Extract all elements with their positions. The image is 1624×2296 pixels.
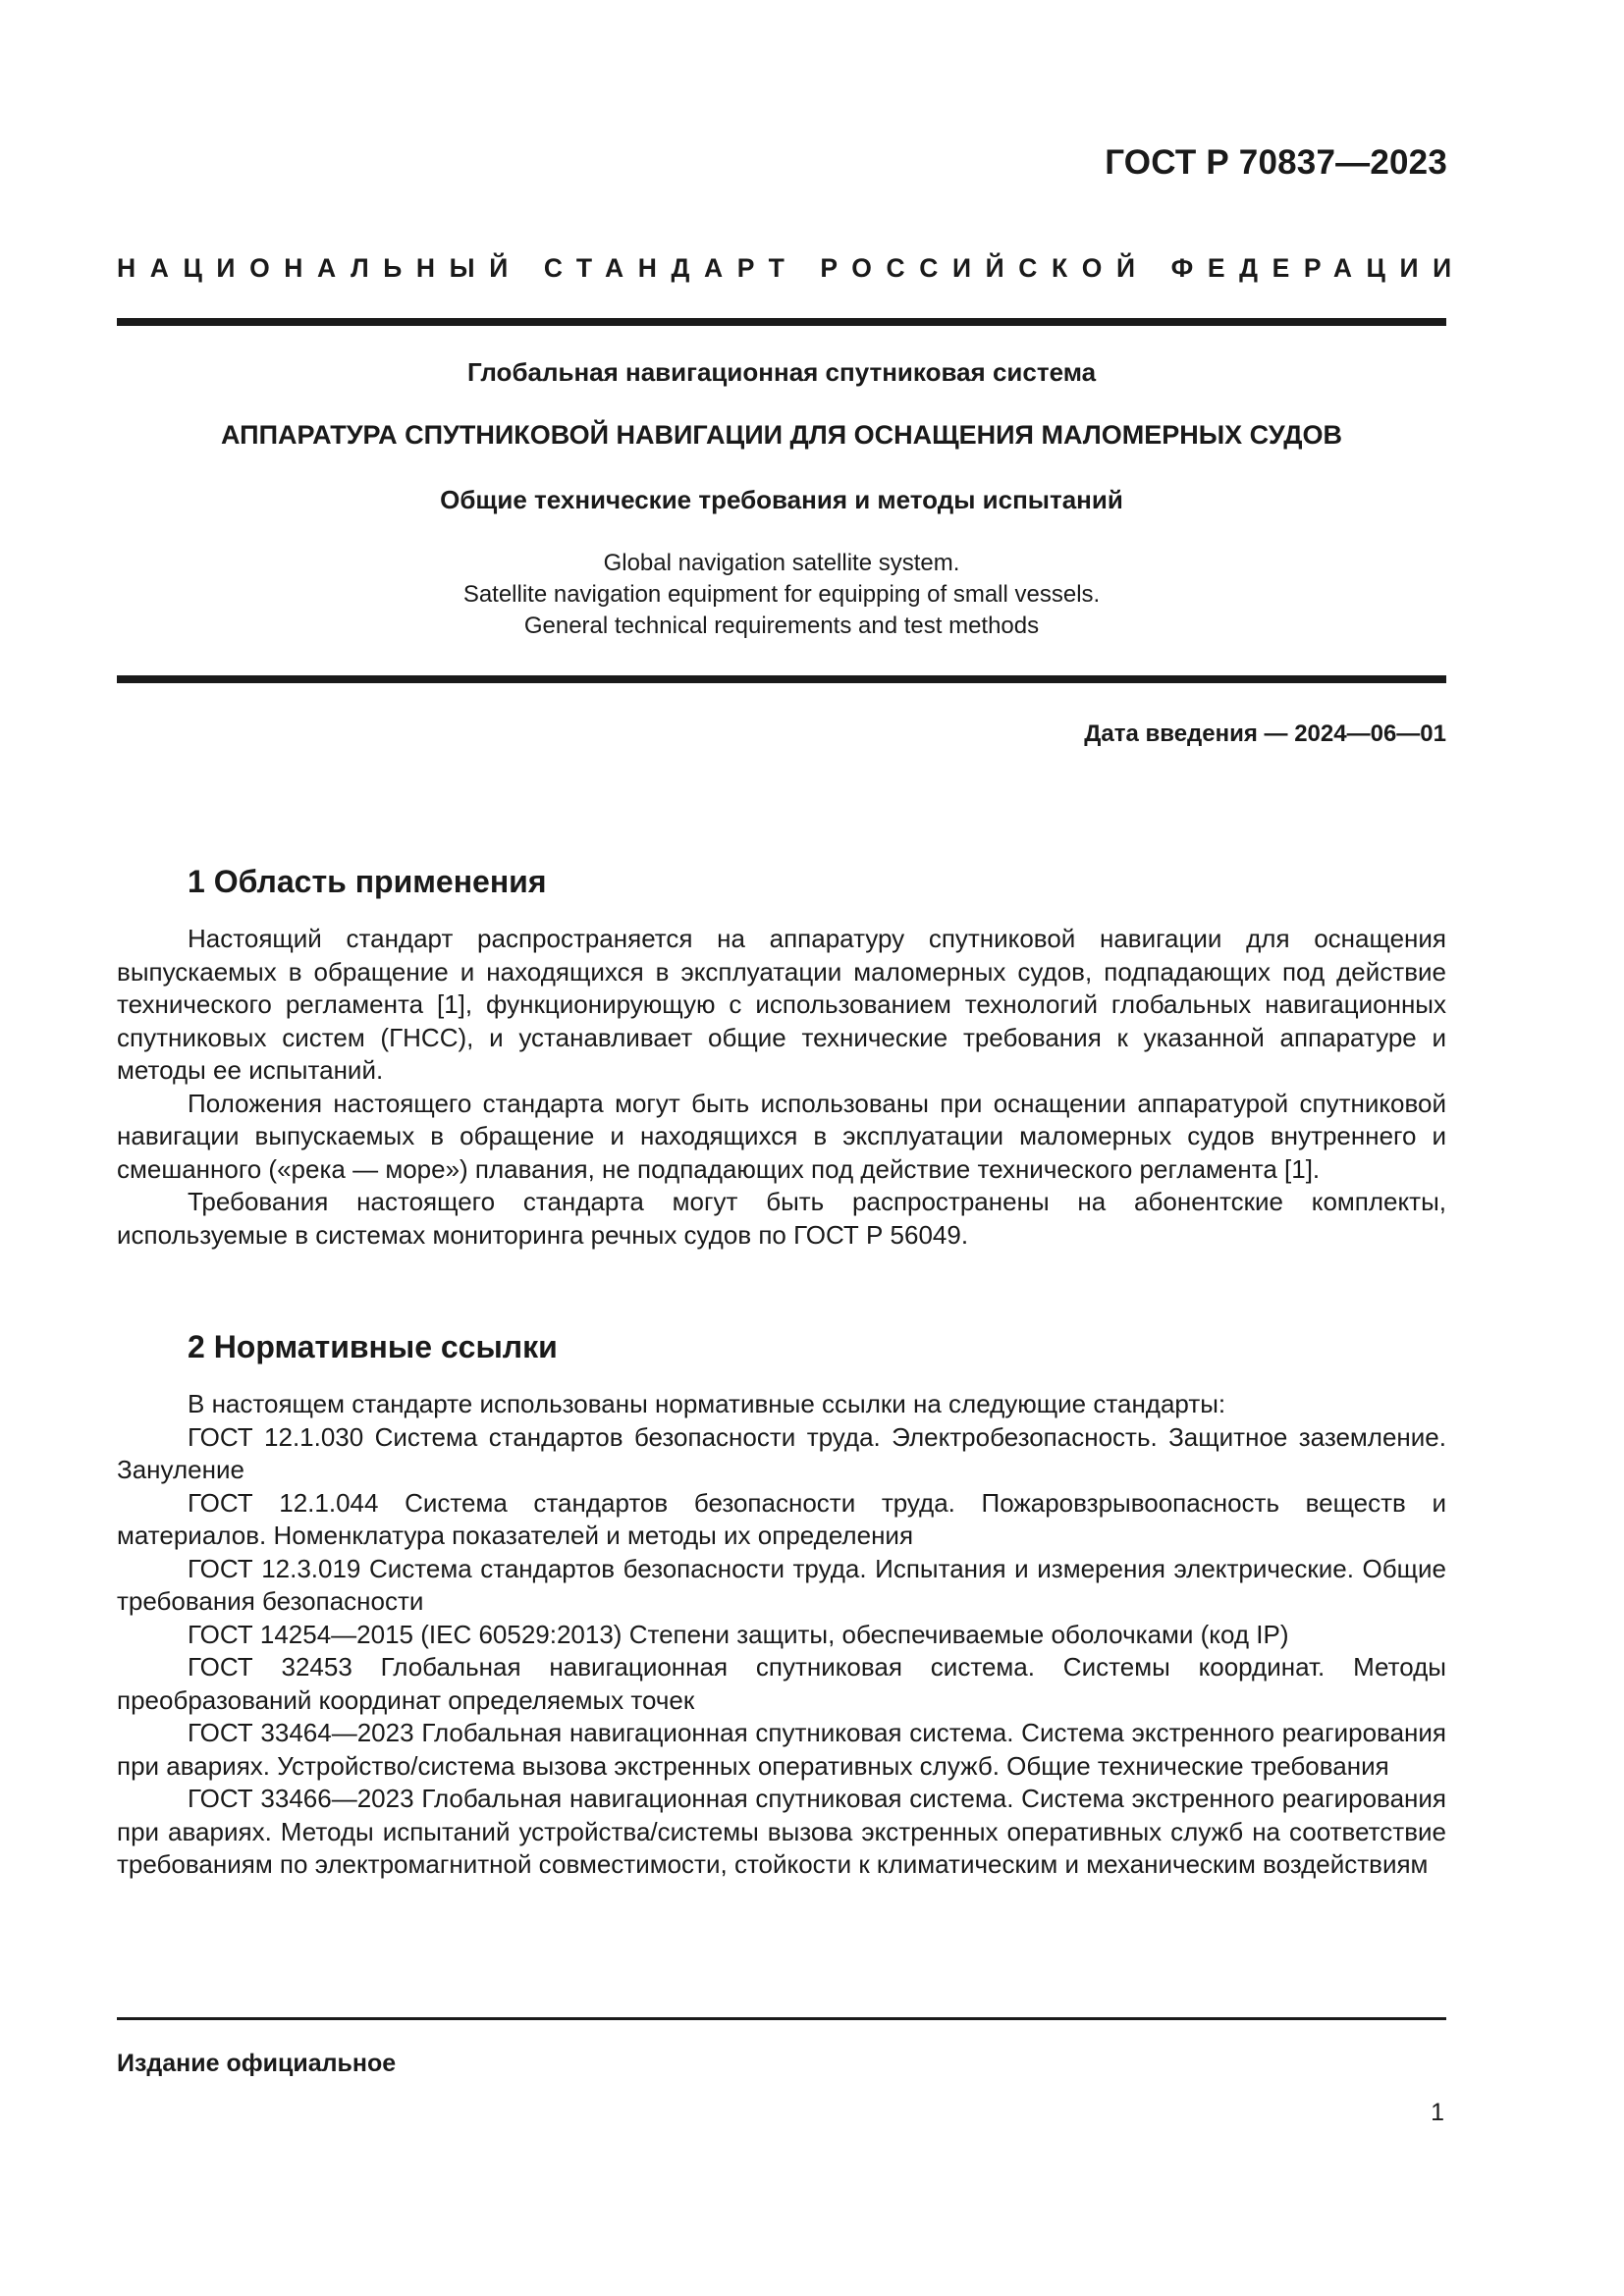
standard-number: ГОСТ Р 70837—2023 <box>1105 143 1447 182</box>
bottom-rule <box>117 2017 1446 2020</box>
paragraph: Положения настоящего стандарта могут быть использованы при оснащении аппаратурой спутниковой навигации выпускаемых в обращение и находящихся в эксплуатации маломерных судов внутреннего и смешанного («река — море») плавания, не подпадающих под действие технического регламента [1]. <box>117 1088 1446 1184</box>
national-standard-title: НАЦИОНАЛЬНЫЙ СТАНДАРТ РОССИЙСКОЙ ФЕДЕРАЦИИ <box>117 253 1466 283</box>
english-title <box>117 548 1446 642</box>
reference-item: ГОСТ 33464—2023 Глобальная навигационная спутниковая система. Система экстренного реагирования при авариях. Устройство/система вызова экстренных оперативных служб. Общие технические требования <box>117 1718 1446 1781</box>
section-scope <box>117 862 1446 1252</box>
paragraph: Требования настоящего стандарта могут быть распространены на абонентские комплекты, используемые в системах мониторинга речных судов по ГОСТ Р 56049. <box>117 1187 1446 1250</box>
middle-rule <box>117 675 1446 683</box>
top-rule <box>117 318 1446 326</box>
reference-item: ГОСТ 12.1.044 Система стандартов безопасности труда. Пожаровзрывоопасность веществ и материалов. Номенклатура показателей и методы их определения <box>117 1487 1446 1550</box>
english-title-line-2: Satellite navigation equipment for equipping of small vessels. <box>462 581 1101 608</box>
reference-item: ГОСТ 12.1.030 Система стандартов безопасности труда. Электробезопасность. Защитное заземление. Зануление <box>117 1421 1446 1484</box>
section-heading: 2 Нормативные ссылки <box>188 1329 558 1364</box>
section-heading: 1 Область применения <box>188 864 547 899</box>
section-normative-references <box>117 1327 1446 1882</box>
reference-item: ГОСТ 12.3.019 Система стандартов безопасности труда. Испытания и измерения электрические. Общие требования безопасности <box>117 1553 1446 1616</box>
paragraph: Настоящий стандарт распространяется на аппаратуру спутниковой навигации для оснащения выпускаемых в обращение и находящихся в эксплуатации маломерных судов, подпадающих под действие технического регламента [1], функционирующую с использованием технологий глобальных навигационных спутниковых систем (ГНСС), и устанавливает общие технические требования к указанной аппаратуре и методы ее испытаний. <box>117 924 1446 1085</box>
reference-item: ГОСТ 33466—2023 Глобальная навигационная спутниковая система. Система экстренного реагирования при авариях. Методы испытаний устройства/системы вызова экстренных оперативных служб на соответствие требованиям по электромагнитной совместимости, стойкости к климатическим и механическим воздействиям <box>117 1784 1446 1879</box>
reference-item: ГОСТ 14254—2015 (IEC 60529:2013) Степени защиты, обеспечиваемые оболочками (код IP) <box>188 1619 1289 1649</box>
english-title-line-3: General technical requirements and test methods <box>523 613 1040 639</box>
reference-item: ГОСТ 32453 Глобальная навигационная спутниковая система. Системы координат. Методы преобразований координат определяемых точек <box>117 1652 1446 1715</box>
official-edition-label: Издание официальное <box>117 2050 397 2077</box>
english-title-line-1: Global navigation satellite system. <box>603 550 960 576</box>
introduction-date: Дата введения — 2024—06—01 <box>1084 721 1446 747</box>
title-line-3: Общие технические требования и методы испытаний <box>440 485 1123 514</box>
paragraph: В настоящем стандарте использованы нормативные ссылки на следующие стандарты: <box>188 1389 1226 1418</box>
page-number: 1 <box>1431 2099 1444 2126</box>
title-line-1: Глобальная навигационная спутниковая система <box>466 357 1097 387</box>
title-line-2: АППАРАТУРА СПУТНИКОВОЙ НАВИГАЦИИ ДЛЯ ОСНАЩЕНИЯ МАЛОМЕРНЫХ СУДОВ <box>221 420 1342 450</box>
